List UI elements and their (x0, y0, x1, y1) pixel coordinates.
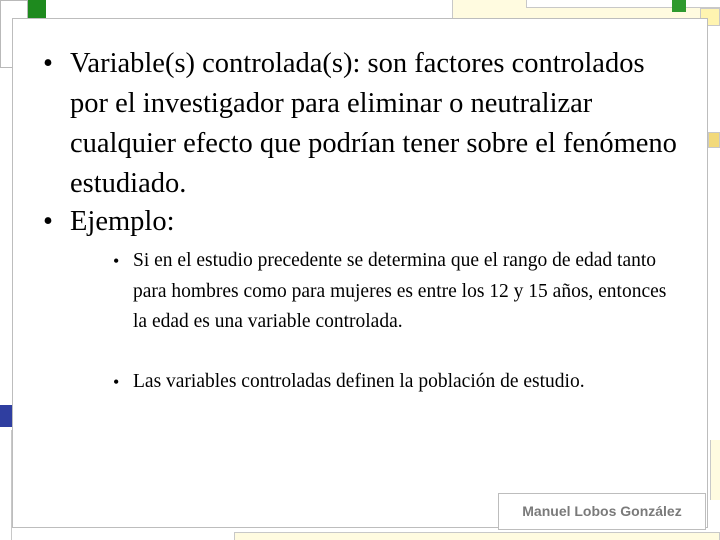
sub-bullet-text: Las variables controladas definen la población de estudio. (133, 371, 585, 392)
frame-decoration (234, 532, 720, 540)
frame-decoration (710, 440, 720, 500)
author-footer: Manuel Lobos González (498, 493, 706, 530)
frame-decoration (0, 430, 12, 540)
sub-bullet-item-population (113, 367, 673, 398)
blue-accent-block (0, 405, 12, 427)
bullet-glyph: • (43, 48, 53, 79)
sub-bullet-item-age-range (113, 246, 673, 338)
frame-decoration (526, 0, 720, 8)
bullet-text: Ejemplo: (70, 206, 175, 237)
yellow-accent-block (708, 132, 720, 148)
bullet-text: Variable(s) controlada(s): son factores controlados por el investigador para eliminar o neutralizar cualquier efecto que podrían tener sobre el fenómeno estudiado. (70, 48, 677, 199)
bullet-item-example (43, 202, 683, 242)
bullet-glyph: • (113, 372, 120, 392)
bullet-item-controlled-variable (43, 44, 683, 204)
sub-bullet-text: Si en el estudio precedente se determina que el rango de edad tanto para hombres como para mujeres es entre los 12 y 15 años, entonces la edad es una variable controlada. (133, 250, 667, 332)
bullet-glyph: • (113, 251, 120, 271)
bullet-glyph: • (43, 206, 53, 237)
green-accent-block (672, 0, 686, 12)
